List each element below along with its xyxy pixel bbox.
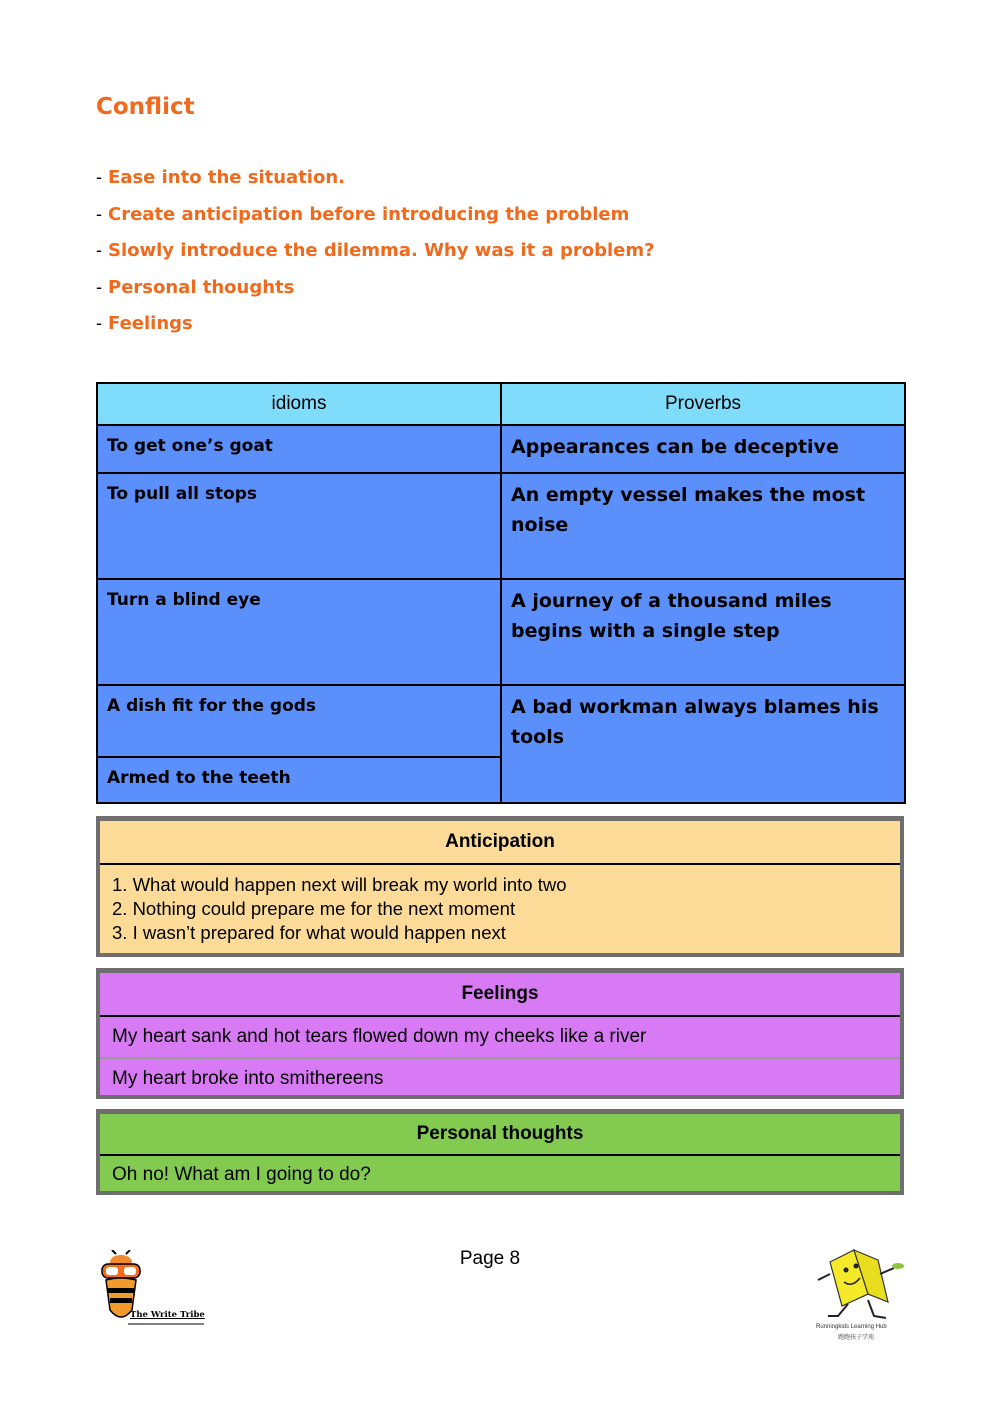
runningkids-logo xyxy=(808,1244,908,1344)
list-item: 1. What would happen next will break my world into two xyxy=(112,874,567,895)
table-header-row xyxy=(97,383,905,425)
list-item: - Create anticipation before introducing the problem xyxy=(96,203,630,225)
idioms-header: idioms xyxy=(97,383,501,425)
logo-text: The Write Tribe xyxy=(130,1310,205,1320)
table-row xyxy=(97,579,905,685)
idiom-cell: A dish fit for the gods xyxy=(97,685,501,757)
list-item: 3. I wasn’t prepared for what would happen next xyxy=(112,922,506,943)
page-number: Page 8 xyxy=(459,1248,521,1269)
list-item: My heart broke into smithereens xyxy=(112,1068,384,1089)
list-item: My heart sank and hot tears flowed down my cheeks like a river xyxy=(100,1017,900,1059)
logo-subtext: 跑跑孩子学苑 xyxy=(838,1335,875,1341)
personal-thoughts-heading: Personal thoughts xyxy=(100,1114,900,1156)
running-book-icon xyxy=(808,1244,908,1324)
list-item: - Personal thoughts xyxy=(96,276,295,298)
idioms-proverbs-table xyxy=(96,382,906,804)
feelings-heading: Feelings xyxy=(100,973,900,1017)
conflict-tips-list xyxy=(96,162,655,345)
proverbs-header: Proverbs xyxy=(501,383,905,425)
proverb-cell: Appearances can be deceptive xyxy=(501,425,905,473)
anticipation-heading: Anticipation xyxy=(100,821,900,865)
write-tribe-logo xyxy=(98,1250,208,1328)
table-row xyxy=(97,473,905,579)
idiom-cell: To pull all stops xyxy=(97,473,501,579)
page-title: Conflict xyxy=(96,94,195,120)
idiom-cell: Armed to the teeth xyxy=(97,757,501,803)
anticipation-lines xyxy=(100,865,900,945)
idiom-cell: To get one’s goat xyxy=(97,425,501,473)
anticipation-box xyxy=(96,816,904,957)
list-item: - Ease into the situation. xyxy=(96,167,345,188)
list-item: - Feelings xyxy=(96,313,193,334)
list-item: Oh no! What am I going to do? xyxy=(112,1164,371,1185)
proverb-cell: A journey of a thousand miles begins with a single step xyxy=(501,579,905,685)
list-item: - Slowly introduce the dilemma. Why was it a problem? xyxy=(96,240,655,261)
feelings-box xyxy=(96,968,904,1099)
proverb-cell: A bad workman always blames his tools xyxy=(501,685,905,803)
idiom-cell: Turn a blind eye xyxy=(97,579,501,685)
list-item: 2. Nothing could prepare me for the next moment xyxy=(112,898,516,919)
personal-thoughts-box xyxy=(96,1109,904,1195)
logo-text: Runningkids Learning Hub xyxy=(816,1324,887,1330)
table-row xyxy=(97,685,905,757)
proverb-cell: An empty vessel makes the most noise xyxy=(501,473,905,579)
table-row xyxy=(97,425,905,473)
